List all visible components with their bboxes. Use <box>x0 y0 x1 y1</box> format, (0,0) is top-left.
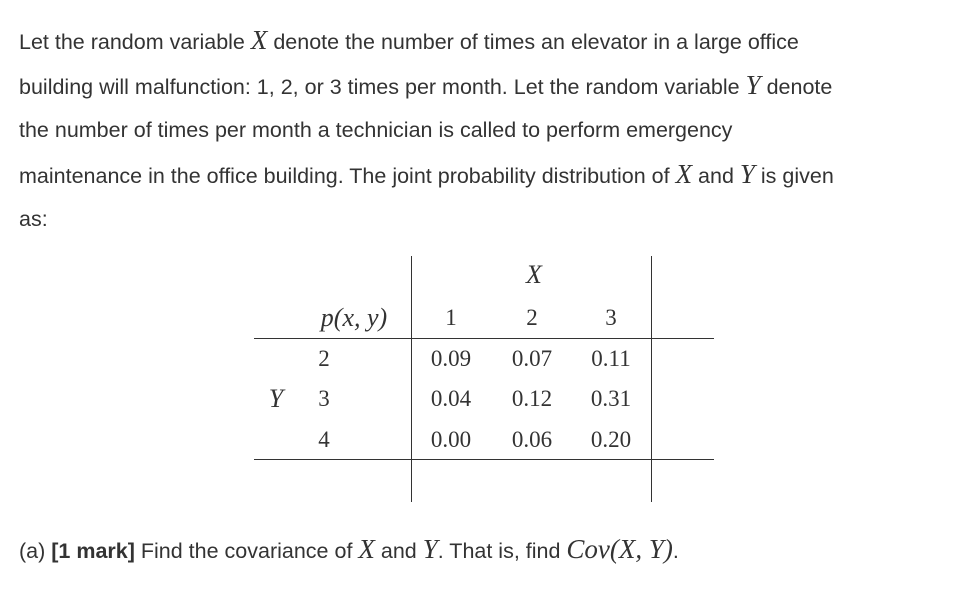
prob-cell: 0.20 <box>590 427 632 452</box>
intro-text: building will malfunction: 1, 2, or 3 times per month. Let the random variable <box>19 75 746 100</box>
x-value-2: 2 <box>526 305 538 330</box>
pmf-label: p(x, y) <box>320 303 388 332</box>
prob-cell: 0.00 <box>430 427 472 452</box>
variable-x: X <box>358 534 375 564</box>
y-value-4: 4 <box>318 427 330 452</box>
problem-statement <box>19 19 949 241</box>
intro-line-1 <box>19 19 949 64</box>
prob-cell: 0.06 <box>511 427 553 452</box>
prob-cell: 0.07 <box>511 346 553 371</box>
question-text: . That is, find <box>437 539 567 563</box>
y-variable-header: Y <box>268 384 284 413</box>
intro-text: and <box>692 163 740 188</box>
intro-text: Let the random variable <box>19 30 251 54</box>
y-value-3: 3 <box>318 386 330 411</box>
x-value-1: 1 <box>445 305 457 330</box>
intro-text: as: <box>19 206 48 231</box>
prob-cell: 0.09 <box>430 346 472 371</box>
intro-text: is given <box>754 163 834 188</box>
variable-y: Y <box>739 158 755 189</box>
covariance-expression: Cov(X, Y) <box>566 534 673 564</box>
intro-text: denote the number of times an elevator in a large office <box>267 30 799 54</box>
variable-y: Y <box>422 534 438 564</box>
marks-badge: [1 mark] <box>51 539 135 563</box>
intro-line-3 <box>19 109 949 152</box>
question-text: and <box>374 539 423 563</box>
intro-line-5 <box>19 198 949 241</box>
prob-cell: 0.04 <box>430 386 472 411</box>
intro-text: denote <box>760 75 833 100</box>
x-value-3: 3 <box>605 305 617 330</box>
x-variable-header: X <box>526 260 542 289</box>
intro-line-4 <box>19 153 949 198</box>
question-text: . <box>672 539 679 563</box>
table-divider-horizontal-top <box>254 338 714 339</box>
variable-x: X <box>675 158 693 189</box>
joint-probability-table <box>254 256 714 502</box>
table-divider-vertical-right <box>651 256 652 502</box>
intro-line-2 <box>19 64 949 109</box>
prob-cell: 0.11 <box>591 346 631 371</box>
question-text: Find the covariance of <box>134 539 359 563</box>
variable-y: Y <box>745 70 761 101</box>
question-label: (a) <box>19 539 52 563</box>
variable-x: X <box>250 25 268 55</box>
prob-cell: 0.31 <box>590 386 632 411</box>
y-value-2: 2 <box>318 346 330 371</box>
intro-text: the number of times per month a technician is called to perform emergency <box>19 118 733 143</box>
question-a <box>19 529 679 571</box>
table-divider-vertical-left <box>411 256 412 502</box>
prob-cell: 0.12 <box>511 386 553 411</box>
table-divider-horizontal-bottom <box>254 459 714 460</box>
intro-text: maintenance in the office building. The joint probability distribution of <box>19 163 676 188</box>
